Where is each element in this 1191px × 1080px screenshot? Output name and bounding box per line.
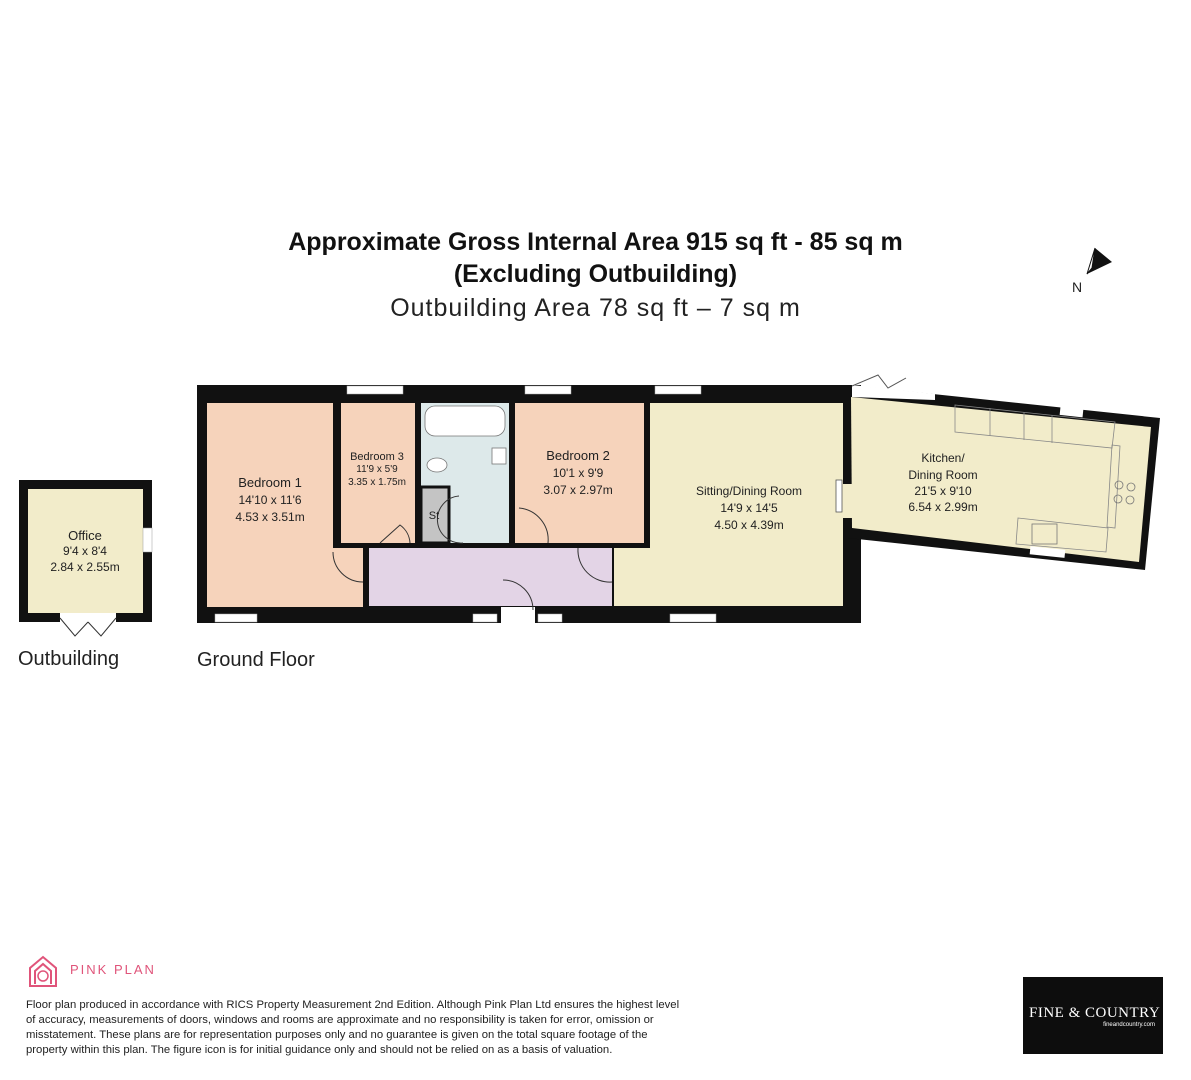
- sliding-door-icon: [836, 480, 842, 512]
- bedroom1-imperial: 14'10 x 11'6: [238, 493, 302, 507]
- outbuilding-label: Outbuilding: [18, 648, 120, 670]
- sitting-imperial: 14'9 x 14'5: [720, 501, 778, 515]
- bedroom1-metric: 4.53 x 3.51m: [235, 510, 305, 524]
- bedroom3-imperial: 11'9 x 5'9: [356, 464, 398, 475]
- pink-plan-logo-icon: [26, 954, 60, 988]
- hallway: [369, 548, 612, 606]
- kitchen-name: Kitchen/: [921, 451, 965, 465]
- area-subtitle: (Excluding Outbuilding): [453, 260, 738, 288]
- bedroom3-metric: 3.35 x 1.75m: [348, 477, 406, 488]
- agent-logo-text: FINE & COUNTRY: [1029, 1005, 1161, 1021]
- fine-country-logo: [1023, 977, 1163, 1054]
- window: [143, 528, 152, 552]
- sitting-name: Sitting/Dining Room: [695, 484, 803, 498]
- kitchen-imperial: 21'5 x 9'10: [914, 484, 972, 498]
- disclaimer: Floor plan produced in accordance with RICS Property Measurement 2nd Edition. Although Pink Plan Ltd ensures the highest level of accuracy, measurements of doors, windows and rooms are approximate and no responsibility is taken for error, omission or misstatement. These plans are for representation purposes only and no guarantee is given on the total square footage of the property within this plan. The figure icon is for initial guidance only and should not be relied on as a basis of valuation.: [26, 999, 680, 1056]
- ground-floor-label: Ground Floor: [197, 649, 315, 671]
- office-imperial: 9'4 x 8'4: [63, 544, 107, 558]
- area-title: Approximate Gross Internal Area 915 sq ft - 85 sq m: [288, 228, 903, 256]
- agent-url: fineandcountry.com: [1103, 1022, 1155, 1028]
- bedroom2-name: Bedroom 2: [546, 448, 610, 463]
- kitchen-metric: 6.54 x 2.99m: [908, 500, 978, 514]
- store-name: St: [428, 510, 440, 522]
- kitchen-name-2: Dining Room: [908, 468, 978, 482]
- office-metric: 2.84 x 2.55m: [50, 560, 120, 574]
- office-name: Office: [68, 528, 102, 543]
- bedroom3-name: Bedroom 3: [350, 451, 404, 463]
- bath-icon: [425, 406, 505, 436]
- bedroom2-imperial: 10'1 x 9'9: [552, 466, 604, 480]
- compass-label: N: [1072, 279, 1083, 295]
- outbuilding-area: Outbuilding Area 78 sq ft – 7 sq m: [390, 294, 801, 322]
- bedroom2-metric: 3.07 x 2.97m: [543, 483, 613, 497]
- basin-icon: [492, 448, 506, 464]
- toilet-icon: [427, 458, 447, 472]
- sitting-metric: 4.50 x 4.39m: [714, 518, 784, 532]
- bedroom1-name: Bedroom 1: [238, 475, 302, 490]
- north-arrow-icon: [1087, 248, 1112, 274]
- pink-plan-brand: PINK PLAN: [70, 962, 156, 977]
